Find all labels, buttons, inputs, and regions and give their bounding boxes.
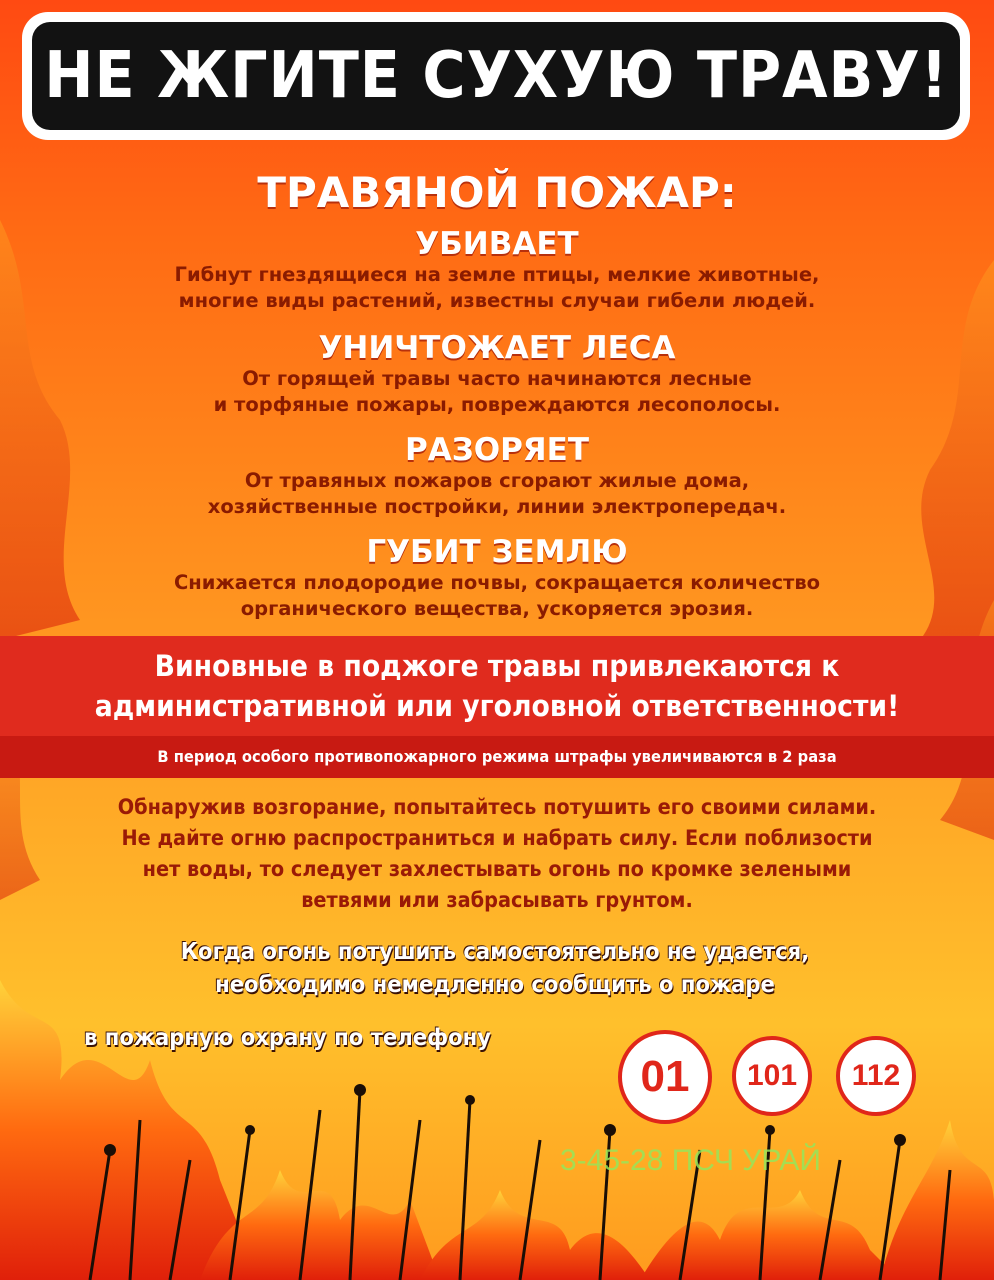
phone-badge-01: 01	[618, 1030, 712, 1124]
section-text-line: От травяных пожаров сгорают жилые дома,	[244, 469, 750, 492]
header-title: НЕ ЖГИТЕ СУХУЮ ТРАВУ!	[43, 39, 949, 113]
section-ruins	[0, 432, 994, 520]
section-text-line: и торфяные пожары, повреждаются лесополосы.	[213, 393, 781, 416]
instructions	[58, 792, 936, 916]
section-title: ГУБИТ ЗЕМЛЮ	[366, 534, 628, 570]
section-destroys-land	[0, 534, 994, 622]
header-banner	[22, 12, 970, 140]
call-instructions	[113, 936, 877, 1002]
liability-warning-line: Виновные в поджоге травы привлекаются к	[154, 649, 840, 683]
section-text-line: органического вещества, ускоряется эрозия.	[240, 597, 754, 620]
call-line: Когда огонь потушить самостоятельно не удается,	[180, 939, 810, 965]
section-title: РАЗОРЯЕТ	[404, 432, 589, 468]
section-text-line: хозяйственные постройки, линии электропередач.	[207, 495, 787, 518]
main-heading: ТРАВЯНОЙ ПОЖАР:	[257, 168, 737, 217]
instructions-line: нет воды, то следует захлестывать огонь по кромке зелеными	[142, 857, 852, 881]
fine-notice: В период особого противопожарного режима штрафы увеличиваются в 2 раза	[157, 747, 837, 766]
instructions-line: Не дайте огню распространиться и набрать силу. Если поблизости	[121, 826, 873, 850]
instructions-line: Обнаружив возгорание, попытайтесь потушить его своими силами.	[117, 795, 877, 819]
section-text-line: многие виды растений, известны случаи гибели людей.	[178, 289, 816, 312]
section-text-line: Снижается плодородие почвы, сокращается количество	[173, 571, 821, 594]
call-line: необходимо немедленно сообщить о пожаре	[215, 972, 775, 998]
section-title: УНИЧТОЖАЕТ ЛЕСА	[318, 330, 676, 366]
instructions-line: ветвями или забрасывать грунтом.	[301, 888, 693, 912]
section-text-line: Гибнут гнездящиеся на земле птицы, мелкие животные,	[174, 263, 820, 286]
header-inner	[32, 22, 960, 130]
liability-warning-line: административной или уголовной ответственности!	[94, 689, 900, 723]
phone-badge-101: 101	[732, 1036, 812, 1116]
local-fire-station-phone: 3-45-28 ПСЧ УРАЙ	[560, 1144, 821, 1177]
phone-badge-112: 112	[836, 1036, 916, 1116]
section-title: УБИВАЕТ	[415, 226, 579, 262]
liability-warning	[40, 646, 954, 726]
call-line-phone: в пожарную охрану по телефону	[84, 1025, 492, 1051]
section-destroys-forests	[0, 330, 994, 418]
section-text-line: От горящей травы часто начинаются лесные	[242, 367, 752, 390]
section-kills	[0, 226, 994, 314]
